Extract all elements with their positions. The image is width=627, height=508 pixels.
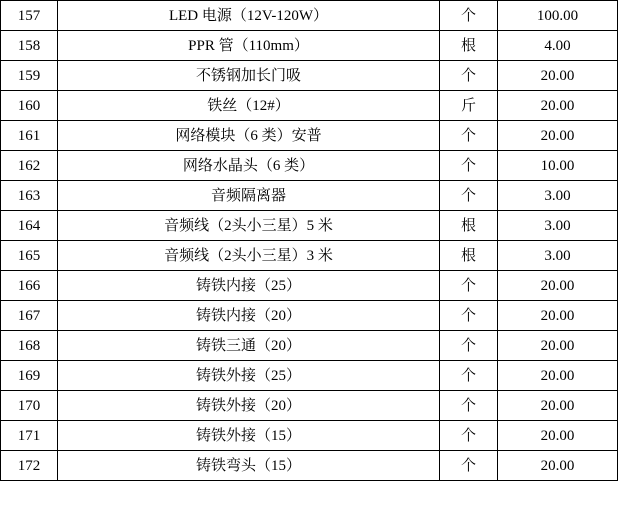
cell-name: 不锈钢加长门吸	[58, 61, 440, 91]
cell-unit: 斤	[440, 91, 498, 121]
cell-unit: 个	[440, 361, 498, 391]
cell-index: 164	[1, 211, 58, 241]
items-table-body	[1, 1, 618, 481]
cell-name: PPR 管（110mm）	[58, 31, 440, 61]
cell-name: 音频线（2头小三星）3 米	[58, 241, 440, 271]
cell-qty: 20.00	[498, 391, 618, 421]
cell-qty: 20.00	[498, 301, 618, 331]
table-row	[1, 151, 618, 181]
cell-index: 160	[1, 91, 58, 121]
table-row	[1, 271, 618, 301]
cell-name: 音频隔离器	[58, 181, 440, 211]
cell-unit: 个	[440, 151, 498, 181]
cell-unit: 个	[440, 301, 498, 331]
cell-index: 172	[1, 451, 58, 481]
cell-index: 171	[1, 421, 58, 451]
table-row	[1, 331, 618, 361]
cell-qty: 3.00	[498, 181, 618, 211]
cell-index: 169	[1, 361, 58, 391]
cell-index: 158	[1, 31, 58, 61]
cell-index: 166	[1, 271, 58, 301]
cell-index: 165	[1, 241, 58, 271]
table-row	[1, 241, 618, 271]
cell-qty: 20.00	[498, 61, 618, 91]
cell-index: 157	[1, 1, 58, 31]
cell-index: 163	[1, 181, 58, 211]
cell-name: 铸铁弯头（15）	[58, 451, 440, 481]
cell-name: 铁丝（12#）	[58, 91, 440, 121]
table-row	[1, 31, 618, 61]
table-row	[1, 181, 618, 211]
cell-qty: 20.00	[498, 121, 618, 151]
cell-index: 168	[1, 331, 58, 361]
cell-index: 170	[1, 391, 58, 421]
cell-unit: 个	[440, 331, 498, 361]
cell-unit: 个	[440, 181, 498, 211]
table-row	[1, 91, 618, 121]
cell-qty: 100.00	[498, 1, 618, 31]
cell-unit: 根	[440, 241, 498, 271]
table-row	[1, 61, 618, 91]
cell-qty: 20.00	[498, 421, 618, 451]
cell-qty: 20.00	[498, 91, 618, 121]
cell-unit: 个	[440, 1, 498, 31]
cell-unit: 根	[440, 31, 498, 61]
cell-qty: 4.00	[498, 31, 618, 61]
cell-unit: 个	[440, 61, 498, 91]
cell-qty: 20.00	[498, 331, 618, 361]
cell-name: 音频线（2头小三星）5 米	[58, 211, 440, 241]
table-row	[1, 361, 618, 391]
cell-unit: 个	[440, 121, 498, 151]
cell-unit: 个	[440, 391, 498, 421]
cell-qty: 3.00	[498, 241, 618, 271]
cell-name: 铸铁内接（25）	[58, 271, 440, 301]
table-row	[1, 1, 618, 31]
cell-name: 网络模块（6 类）安普	[58, 121, 440, 151]
cell-index: 159	[1, 61, 58, 91]
table-row	[1, 211, 618, 241]
cell-index: 167	[1, 301, 58, 331]
cell-name: 铸铁外接（20）	[58, 391, 440, 421]
cell-name: 网络水晶头（6 类）	[58, 151, 440, 181]
cell-qty: 3.00	[498, 211, 618, 241]
cell-unit: 个	[440, 421, 498, 451]
table-row	[1, 421, 618, 451]
cell-unit: 根	[440, 211, 498, 241]
cell-index: 161	[1, 121, 58, 151]
cell-qty: 20.00	[498, 361, 618, 391]
cell-name: 铸铁外接（15）	[58, 421, 440, 451]
table-row	[1, 451, 618, 481]
table-row	[1, 391, 618, 421]
cell-unit: 个	[440, 451, 498, 481]
cell-unit: 个	[440, 271, 498, 301]
cell-qty: 20.00	[498, 271, 618, 301]
table-row	[1, 121, 618, 151]
table-row	[1, 301, 618, 331]
cell-qty: 20.00	[498, 451, 618, 481]
cell-name: 铸铁三通（20）	[58, 331, 440, 361]
cell-name: LED 电源（12V-120W）	[58, 1, 440, 31]
cell-qty: 10.00	[498, 151, 618, 181]
cell-name: 铸铁内接（20）	[58, 301, 440, 331]
cell-index: 162	[1, 151, 58, 181]
cell-name: 铸铁外接（25）	[58, 361, 440, 391]
